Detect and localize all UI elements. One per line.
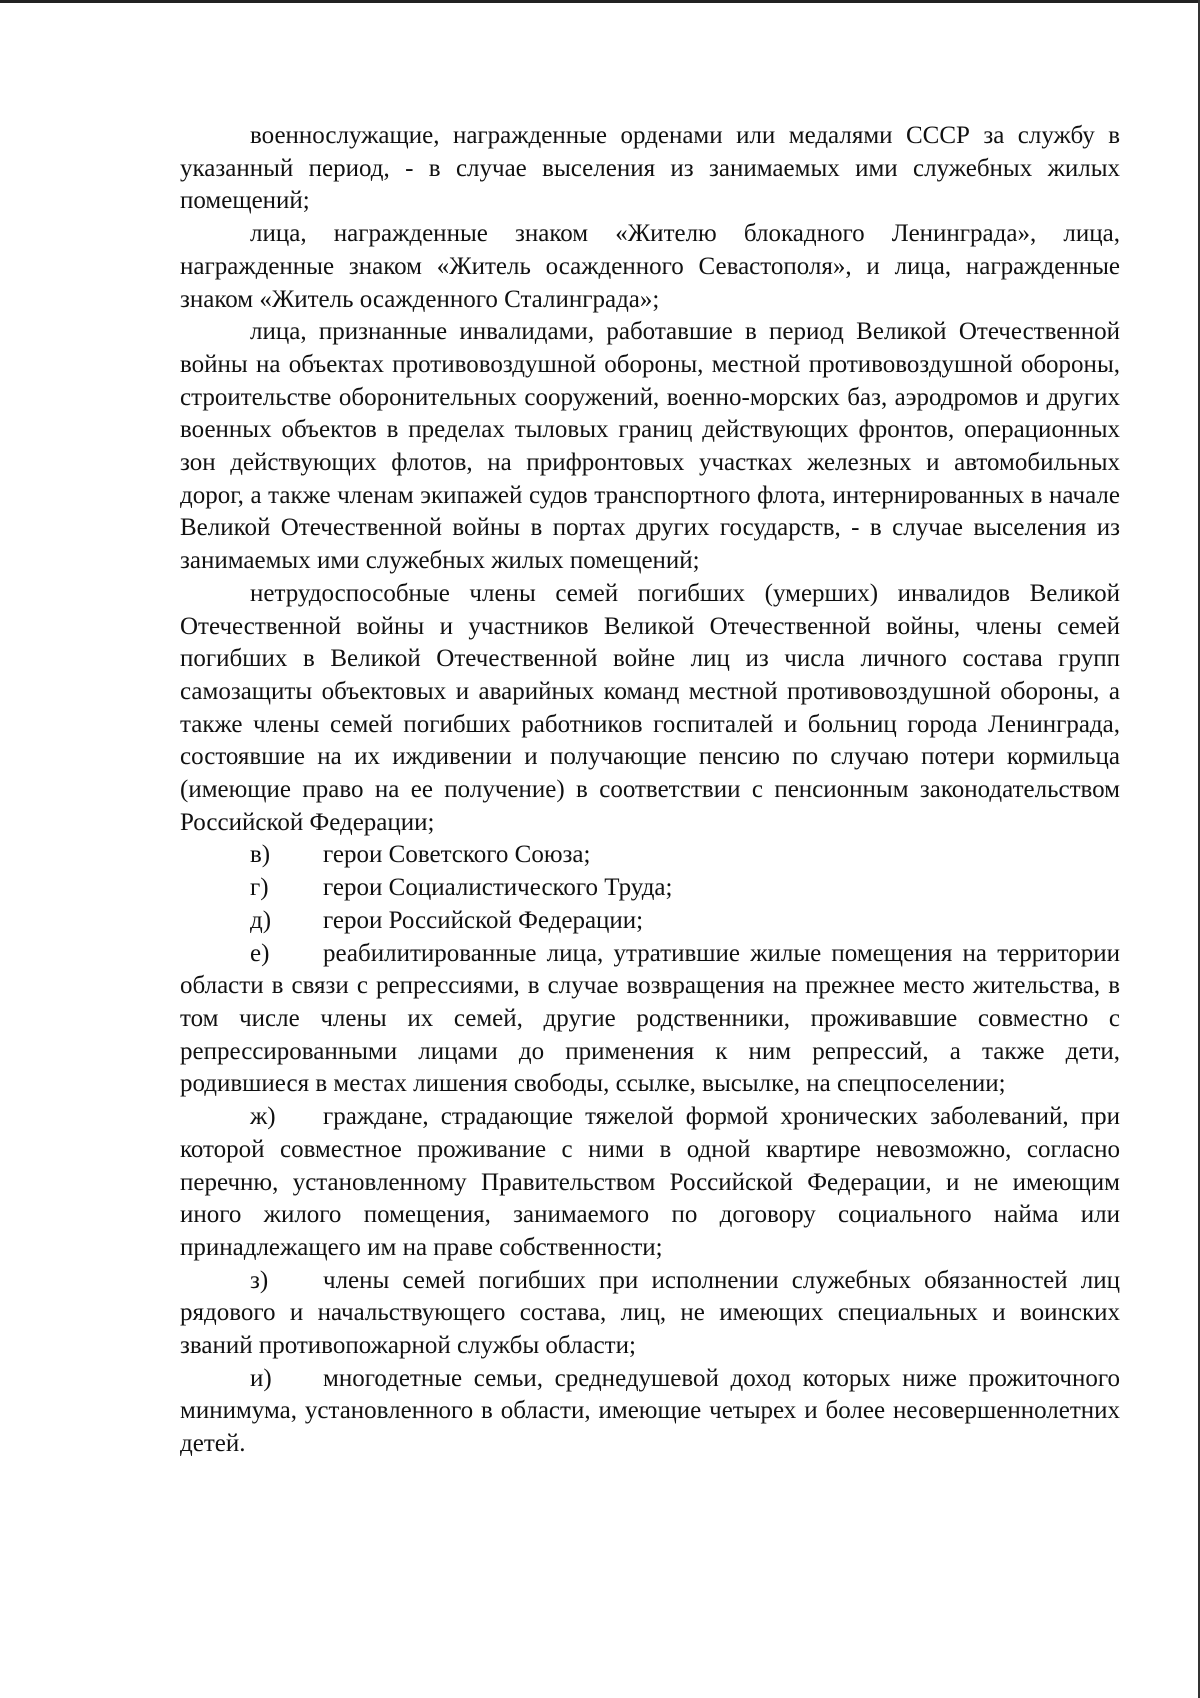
paragraph-text: военнослужащие, награжденные орденами или медалями СССР за службу в указанный период, - в случае выселения из занимаемых ими служебных жилых помещений; xyxy=(180,122,1120,215)
list-item-v xyxy=(180,839,1120,872)
list-item-text: герои Социалистического Труда; xyxy=(323,874,673,902)
list-marker: е) xyxy=(250,939,270,967)
list-item-zh xyxy=(180,1101,1120,1265)
paragraph-disabled-workers xyxy=(180,316,1120,578)
list-marker: з) xyxy=(250,1266,269,1294)
list-marker: и) xyxy=(250,1364,272,1392)
paragraph-text: лица, награжденные знаком «Жителю блокадного Ленинграда», лица, награжденные знаком «Житель осажденного Севастополя», и лица, награжденные знаком «Житель осажденного Сталинграда»; xyxy=(180,220,1120,313)
paragraph-military-awarded xyxy=(180,120,1120,218)
paragraph-blockade-residents xyxy=(180,218,1120,316)
paragraph-text: нетрудоспособные члены семей погибших (умерших) инвалидов Великой Отечественной войны и участников Великой Отечественной войны, члены семей погибших в Великой Отечественной войне лиц из числа личного состава групп самозащиты объектовых и аварийных команд местной противовоздушной обороны, а также члены семей погибших работников госпиталей и больниц города Ленинграда, состоявшие на их иждивении и получающие пенсию по случаю потери кормильца (имеющие право на ее получение) в соответствии с пенсионным законодательством Российской Федерации; xyxy=(180,579,1120,836)
list-item-z xyxy=(180,1265,1120,1363)
list-marker: г) xyxy=(250,874,269,902)
list-marker: д) xyxy=(250,906,272,934)
list-item-text: граждане, страдающие тяжелой формой хронических заболеваний, при которой совместное проживание с ними в одной квартире невозможно, согласно перечню, установленному Правительством Российской Федерации, и не имеющим иного жилого помещения, занимаемого по договору социального найма или принадлежащего им на праве собственности; xyxy=(180,1103,1120,1261)
list-item-text: члены семей погибших при исполнении служебных обязанностей лиц рядового и начальствующего состава, лиц, не имеющих специальных и воинских званий противопожарной службы области; xyxy=(180,1266,1120,1360)
paragraph-text: лица, признанные инвалидами, работавшие в период Великой Отечественной войны на объектах противовоздушной обороны, местной противовоздушной обороны, строительстве оборонительных сооружений, военно-морских баз, аэродромов и других военных объектов в пределах тыловых границ действующих фронтов, операционных зон действующих флотов, на прифронтовых участках железных и автомобильных дорог, а также членам экипажей судов транспортного флота, интернированных в начале Великой Отечественной войны в портах других государств, - в случае выселения из занимаемых ими служебных жилых помещений; xyxy=(180,318,1120,575)
paragraph-family-members xyxy=(180,578,1120,840)
list-item-e xyxy=(180,938,1120,1102)
list-item-g xyxy=(180,872,1120,905)
scan-edge-top xyxy=(0,0,1200,3)
list-item-text: многодетные семьи, среднедушевой доход которых ниже прожиточного минимума, установленного в области, имеющие четырех и более несовершеннолетних детей. xyxy=(180,1364,1120,1458)
list-marker: в) xyxy=(250,841,271,869)
document-page xyxy=(180,120,1120,1461)
list-item-text: герои Российской Федерации; xyxy=(323,906,644,934)
list-item-text: реабилитированные лица, утратившие жилые помещения на территории области в связи с репрессиями, в случае возвращения на прежнее место жительства, в том числе члены их семей, другие родственники, проживавшие совместно с репрессированными лицами до применения к ним репрессий, а также дети, родившиеся в местах лишения свободы, ссылке, высылке, на спецпоселении; xyxy=(180,939,1120,1098)
list-item-d xyxy=(180,905,1120,938)
list-marker: ж) xyxy=(250,1103,276,1131)
list-item-text: герои Советского Союза; xyxy=(323,841,591,869)
list-item-i xyxy=(180,1363,1120,1461)
